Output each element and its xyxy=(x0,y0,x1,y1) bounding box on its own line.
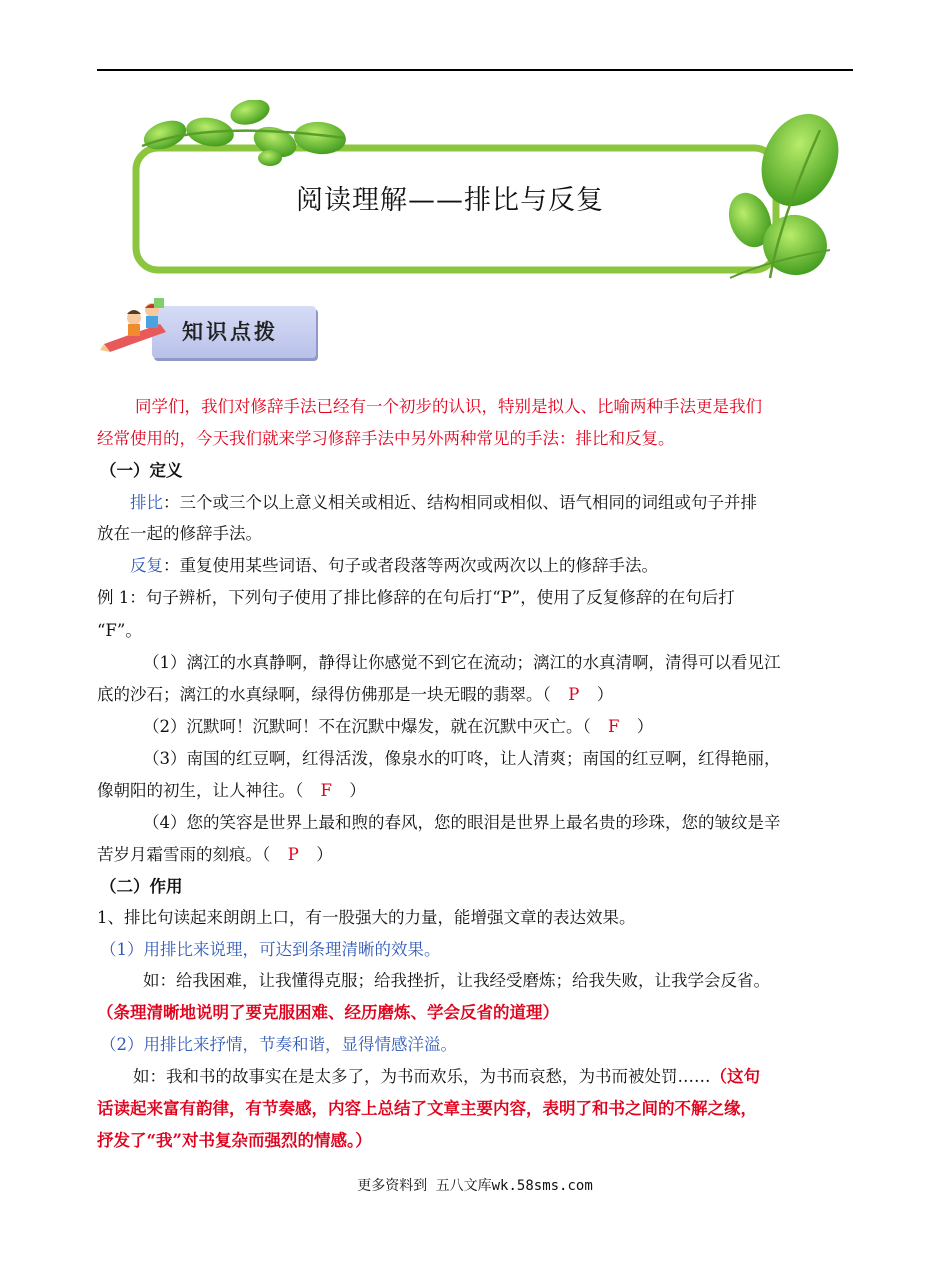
item-1-answer: P xyxy=(568,685,580,704)
item-1-line-2 xyxy=(97,684,613,706)
item-4-text: 苦岁月霜雪雨的刻痕。（ xyxy=(97,845,271,864)
sub-point-2-note-start: （这句 xyxy=(710,1067,760,1086)
item-4-answer: P xyxy=(287,845,299,864)
intro-line-1: 同学们，我们对修辞手法已经有一个初步的认识，特别是拟人、比喻两种手法更是我们 xyxy=(135,397,762,416)
paibi-term: 排比 xyxy=(130,493,163,512)
sub-point-2-note-line-2: 话读起来富有韵律，有节奏感，内容上总结了文章主要内容，表明了和书之间的不解之缘， xyxy=(97,1099,757,1118)
item-2-line-1 xyxy=(143,716,653,738)
item-1-close: ） xyxy=(596,685,614,704)
item-2-answer: F xyxy=(608,717,620,736)
item-3-text: 像朝阳的初生，让人神往。（ xyxy=(97,781,304,800)
paibi-definition-line-1 xyxy=(130,492,757,514)
sub-point-2-note-line-3: 抒发了“我”对书复杂而强烈的情感。） xyxy=(97,1131,372,1150)
sub-point-2-example xyxy=(133,1066,760,1088)
item-4-line-1: （4）您的笑容是世界上最和煦的春风，您的眼泪是世界上最名贵的珍珠，您的皱纹是辛 xyxy=(143,813,781,832)
sub-point-1-example: 如：给我困难，让我懂得克服；给我挫折，让我经受磨炼；给我失败，让我学会反省。 xyxy=(143,971,770,990)
sub-point-1-note: （条理清晰地说明了要克服困难、经历磨炼、学会反省的道理） xyxy=(97,1003,559,1022)
item-3-line-2 xyxy=(97,780,366,802)
section-heading-definition: （一）定义 xyxy=(100,461,183,480)
item-3-close: ） xyxy=(349,781,366,800)
item-1-text: 底的沙石；漓江的水真绿啊，绿得仿佛那是一块无暇的翡翠。（ xyxy=(97,685,551,704)
badge-label: 知识点拨 xyxy=(182,320,278,344)
kids-on-pencil-icon xyxy=(100,296,180,370)
knowledge-badge xyxy=(100,296,320,370)
fanfu-definition xyxy=(130,555,658,577)
footer-text: 更多资料到 五八文库wk.58sms.com xyxy=(357,1178,593,1194)
item-3-line-1: （3）南国的红豆啊，红得活泼，像泉水的叮咚，让人清爽；南国的红豆啊，红得艳丽， xyxy=(143,749,781,768)
sub-point-2-example-text: 如：我和书的故事实在是太多了，为书而欢乐，为书而哀愁，为书而被处罚…… xyxy=(133,1067,711,1086)
page-title: 阅读理解——排比与反复 xyxy=(296,185,604,216)
example-line-2: “F”。 xyxy=(97,621,142,640)
point-1: 1、排比句读起来朗朗上口，有一股强大的力量，能增强文章的表达效果。 xyxy=(97,908,636,927)
paibi-definition-line-2: 放在一起的修辞手法。 xyxy=(97,524,262,543)
title-banner xyxy=(130,100,850,285)
header-rule xyxy=(97,69,853,71)
item-1-line-1: （1）漓江的水真静啊，静得让你感觉不到它在流动；漓江的水真清啊，清得可以看见江 xyxy=(143,653,781,672)
intro-line-2: 经常使用的，今天我们就来学习修辞手法中另外两种常见的手法：排比和反复。 xyxy=(97,429,675,448)
fanfu-def-text: ：重复使用某些词语、句子或者段落等两次或两次以上的修辞手法。 xyxy=(163,556,658,575)
fanfu-term: 反复 xyxy=(130,556,163,575)
example-line-1: 例 1：句子辨析，下列句子使用了排比修辞的在句后打“P”，使用了反复修辞的在句后打 xyxy=(97,588,735,607)
sub-point-1: （1）用排比来说理，可达到条理清晰的效果。 xyxy=(100,940,441,959)
item-3-answer: F xyxy=(320,781,332,800)
paibi-def-text: ：三个或三个以上意义相关或相近、结构相同或相似、语气相同的词组或句子并排 xyxy=(163,493,757,512)
item-4-line-2 xyxy=(97,844,333,866)
section-heading-function: （二）作用 xyxy=(100,877,183,896)
sub-point-2: （2）用排比来抒情，节奏和谐，显得情感洋溢。 xyxy=(100,1035,457,1054)
item-2-text: （2）沉默呵！沉默呵！不在沉默中爆发，就在沉默中灭亡。（ xyxy=(143,717,591,736)
item-2-close: ） xyxy=(636,717,654,736)
item-4-close: ） xyxy=(316,845,333,864)
